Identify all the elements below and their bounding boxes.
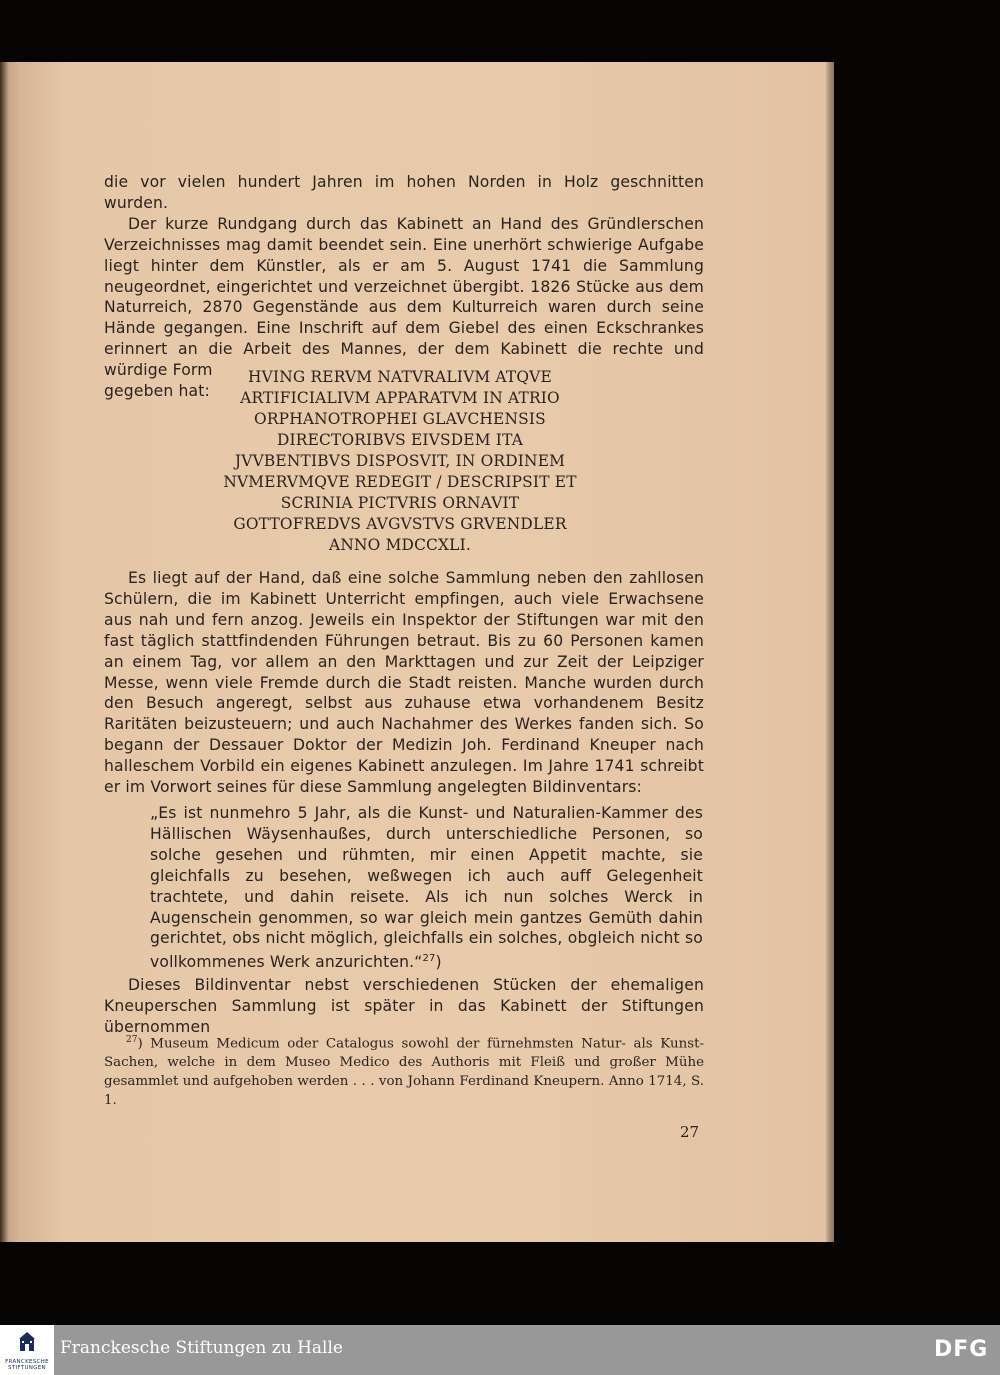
inscription-line: DIRECTORIBVS EIVSDEM ITA xyxy=(276,431,524,449)
building-icon xyxy=(19,1331,35,1353)
logo-text: FRANCKESCHE STIFTUNGEN xyxy=(5,1359,49,1371)
footer-title[interactable]: Franckesche Stiftungen zu Halle xyxy=(60,1338,343,1358)
inscription-line: SCRINIA PICTVRIS ORNAVIT xyxy=(280,494,520,512)
inscription-line: GOTTOFREDVS AVGVSTVS GRVENDLER xyxy=(233,515,567,533)
footnote: $^{27}$) Museum Medicum oder Catalogus sowohl der fürnehmsten Natur- als Kunst-Sachen, welche in dem Museo Medico des Authoris mit Fleiß und großer Mühe gesammlet und aufgehoben werden . . . von Johann Ferdinand Kneupern. Anno 1714, S. 1. xyxy=(104,1035,704,1109)
quote-text: „Es ist nunmehro 5 Jahr, als die Kunst- und Naturalien-Kammer des Hällischen Wäysenhaußes, durch unterschiedliche Personen, so solche gesehen und rühmten, mir einen Appetit machte, sie gleichfalls zu besehen, weßwegen ich auch auff Gelegenheit trachtete, und dahin reisete. Als ich nun solches Werck in Augenschein genommen, so war gleich mein gantzes Gemüth dahin gerichtet, obs nicht möglich, gleichfalls ein solches, obgleich nicht so vollkommenes Werk anzurichten.“ xyxy=(150,804,703,972)
inscription-line: HVING RERVM NATVRALIVM ATQVE xyxy=(248,368,552,386)
inscription-line: ANNO MDCCXLI. xyxy=(329,536,471,554)
footnote-text: Museum Medicum oder Catalogus sowohl der fürnehmsten Natur- als Kunst-Sachen, welche in dem Museo Medico des Authoris mit Fleiß und großer Mühe gesammlet und aufgehoben werden . . . von Johann Ferdinand Kneupern. Anno 1714, S. 1. xyxy=(104,1036,704,1109)
inscription-line: NVMERVMQVE REDEGIT / DESCRIPSIT ET xyxy=(223,473,577,491)
paragraph-2-end: gegeben hat: xyxy=(104,382,210,401)
paragraph-3 xyxy=(104,568,704,798)
page-number: 27 xyxy=(680,1123,700,1141)
inscription-line: JVVBENTIBVS DISPOSVIT, IN ORDINEM xyxy=(234,452,566,470)
quote-footnote-ref: 27 xyxy=(422,953,436,965)
franckesche-logo[interactable] xyxy=(0,1325,54,1375)
paragraph-2-text: Der kurze Rundgang durch das Kabinett an Hand des Gründlerschen Verzeichnisses mag damit beendet sein. Eine unerhört schwierige Aufgabe liegt hinter dem Künstler, als er am 5. August 1741 die Sammlung neugeordnet, eingerichtet und verzeichnet übergibt. 1826 Stücke aus dem Naturreich, 2870 Gegenstände aus dem Kulturreich waren durch seine Hände gegangen. Eine Inschrift auf dem Giebel des einen Eckschrankes erinnert an die Arbeit des Mannes, der dem Kabinett die rechte und würdige Form xyxy=(104,214,704,380)
footnote-mark: 27 xyxy=(126,1035,138,1045)
paragraph-3-text: Es liegt auf der Hand, daß eine solche Sammlung neben den zahllosen Schülern, die im Kabinett Unterricht empfingen, auch viele Erwachsene aus nah und fern anzog. Jeweils ein Inspektor der Stiftungen war mit den fast täglich stattfindenden Führungen betraut. Bis zu 60 Personen kamen an einem Tag, vor allem an den Markttagen und zur Zeit der Leipziger Messe, wenn viele Fremde durch die Stadt reisten. Manche wurden durch den Besuch angeregt, selbst aus zuhause etwa vorhandenem Besitz Raritäten beizusteuern; und auch Nachahmer des Werkes fanden sich. So begann der Dessauer Doktor der Medizin Joh. Ferdinand Kneuper nach halleschem Vorbild ein eigenes Kabinett anzulegen. Im Jahre 1741 schreibt er im Vorwort seines für diese Sammlung angelegten Bildinventars: xyxy=(104,569,704,797)
page-stack-edge xyxy=(826,62,834,1242)
latin-inscription xyxy=(200,367,600,556)
paragraph-4 xyxy=(104,975,704,1038)
dfg-logo[interactable]: DFG xyxy=(934,1337,989,1362)
inscription-line: ARTIFICIALIVM APPARATVM IN ATRIO xyxy=(240,389,560,407)
paragraph-4-text: Dieses Bildinventar nebst verschiedenen Stücken der ehemaligen Kneuperschen Sammlung ist später in das Kabinett der Stiftungen übernommen xyxy=(104,976,704,1036)
paragraph-1-text: die vor vielen hundert Jahren im hohen Norden in Holz geschnitten wurden. xyxy=(104,173,704,212)
block-quote: „Es ist nunmehro 5 Jahr, als die Kunst- und Naturalien-Kammer des Hällischen Wäysenhaußes, durch unterschiedliche Personen, so solche gesehen und rühmten, mir einen Appetit machte, sie gleichfalls zu besehen, weßwegen ich auch auff Gelegenheit trachtete, und dahin reisete. Als ich nun solches Werck in Augenschein genommen, so war gleich mein gantzes Gemüth dahin gerichtet, obs nicht möglich, gleichfalls ein solches, obgleich nicht so vollkommenes Werk anzurichten.“$^{27}$) xyxy=(150,804,703,972)
left-page-edge xyxy=(0,62,22,1242)
inscription-line: ORPHANOTROPHEI GLAVCHENSIS xyxy=(254,410,546,428)
viewer-footer xyxy=(0,1325,1000,1375)
